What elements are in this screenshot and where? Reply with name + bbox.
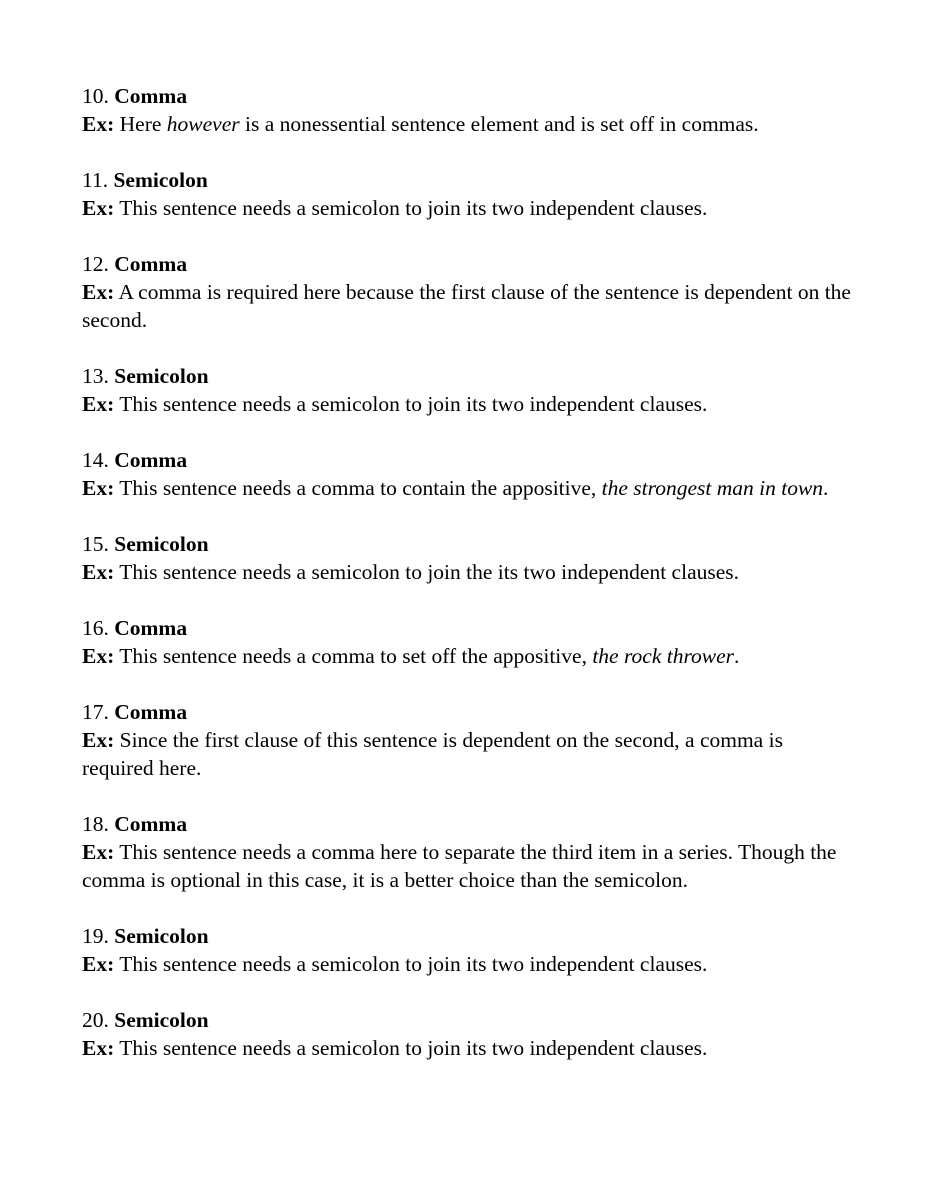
answer-number: 14. xyxy=(82,448,109,472)
explanation-text: Here xyxy=(119,112,167,136)
answer-item xyxy=(82,446,852,502)
answer-item xyxy=(82,810,852,894)
answer-term: Semicolon xyxy=(114,1008,209,1032)
answer-heading xyxy=(82,446,852,474)
answer-explanation xyxy=(82,558,852,586)
answer-heading xyxy=(82,82,852,110)
answer-term: Semicolon xyxy=(114,532,209,556)
answer-number: 11. xyxy=(82,168,109,192)
explanation-emphasis: the strongest man in town xyxy=(601,476,824,500)
explanation-text: This sentence needs a comma to set off the appositive, xyxy=(119,644,593,668)
explanation-label: Ex: xyxy=(82,1036,115,1060)
answer-heading xyxy=(82,166,852,194)
answer-explanation xyxy=(82,390,852,418)
explanation-text: This sentence needs a semicolon to join the its two independent clauses. xyxy=(119,560,740,584)
answer-heading xyxy=(82,810,852,838)
answer-number: 19. xyxy=(82,924,109,948)
explanation-label: Ex: xyxy=(82,952,115,976)
answer-item xyxy=(82,698,852,782)
explanation-label: Ex: xyxy=(82,840,115,864)
answer-heading xyxy=(82,1006,852,1034)
answer-list xyxy=(82,82,852,1062)
answer-explanation xyxy=(82,194,852,222)
explanation-text: This sentence needs a comma to contain the appositive, xyxy=(119,476,602,500)
answer-explanation xyxy=(82,950,852,978)
explanation-label: Ex: xyxy=(82,196,115,220)
answer-explanation xyxy=(82,474,852,502)
answer-number: 20. xyxy=(82,1008,109,1032)
answer-key-page xyxy=(82,82,852,1090)
answer-term: Comma xyxy=(114,252,188,276)
answer-item xyxy=(82,250,852,334)
answer-term: Semicolon xyxy=(113,168,208,192)
explanation-emphasis: the rock thrower xyxy=(592,644,735,668)
explanation-text: A comma is required here because the first clause of the sentence is dependent on the second. xyxy=(82,280,851,332)
explanation-emphasis: however xyxy=(166,112,240,136)
explanation-label: Ex: xyxy=(82,728,115,752)
explanation-text: This sentence needs a semicolon to join its two independent clauses. xyxy=(119,196,708,220)
answer-heading xyxy=(82,614,852,642)
answer-number: 12. xyxy=(82,252,109,276)
answer-item xyxy=(82,922,852,978)
answer-term: Comma xyxy=(114,616,188,640)
answer-heading xyxy=(82,250,852,278)
answer-item xyxy=(82,1006,852,1062)
answer-term: Semicolon xyxy=(114,364,209,388)
explanation-text: is a nonessential sentence element and is set off in commas. xyxy=(239,112,759,136)
explanation-text: . xyxy=(823,476,829,500)
answer-item xyxy=(82,362,852,418)
explanation-text: This sentence needs a comma here to separate the third item in a series. Though the comma is optional in this case, it is a better choice than the semicolon. xyxy=(82,840,837,892)
explanation-label: Ex: xyxy=(82,476,115,500)
answer-explanation xyxy=(82,642,852,670)
answer-explanation xyxy=(82,726,852,782)
answer-item xyxy=(82,166,852,222)
answer-item xyxy=(82,530,852,586)
explanation-label: Ex: xyxy=(82,560,115,584)
answer-term: Comma xyxy=(114,84,188,108)
answer-term: Comma xyxy=(114,812,188,836)
answer-term: Comma xyxy=(114,448,188,472)
explanation-text: This sentence needs a semicolon to join its two independent clauses. xyxy=(119,1036,708,1060)
answer-explanation xyxy=(82,110,852,138)
answer-explanation xyxy=(82,278,852,334)
explanation-label: Ex: xyxy=(82,392,115,416)
answer-number: 15. xyxy=(82,532,109,556)
explanation-text: This sentence needs a semicolon to join its two independent clauses. xyxy=(119,952,708,976)
answer-item xyxy=(82,82,852,138)
answer-term: Semicolon xyxy=(114,924,209,948)
answer-heading xyxy=(82,922,852,950)
answer-number: 10. xyxy=(82,84,109,108)
answer-number: 16. xyxy=(82,616,109,640)
answer-explanation xyxy=(82,1034,852,1062)
answer-heading xyxy=(82,530,852,558)
answer-number: 18. xyxy=(82,812,109,836)
explanation-text: . xyxy=(734,644,740,668)
explanation-label: Ex: xyxy=(82,112,115,136)
explanation-label: Ex: xyxy=(82,280,115,304)
explanation-text: Since the first clause of this sentence is dependent on the second, a comma is required here. xyxy=(82,728,783,780)
explanation-label: Ex: xyxy=(82,644,115,668)
explanation-text: This sentence needs a semicolon to join its two independent clauses. xyxy=(119,392,708,416)
answer-number: 13. xyxy=(82,364,109,388)
answer-heading xyxy=(82,698,852,726)
answer-number: 17. xyxy=(82,700,109,724)
answer-term: Comma xyxy=(114,700,188,724)
answer-heading xyxy=(82,362,852,390)
answer-explanation xyxy=(82,838,852,894)
answer-item xyxy=(82,614,852,670)
